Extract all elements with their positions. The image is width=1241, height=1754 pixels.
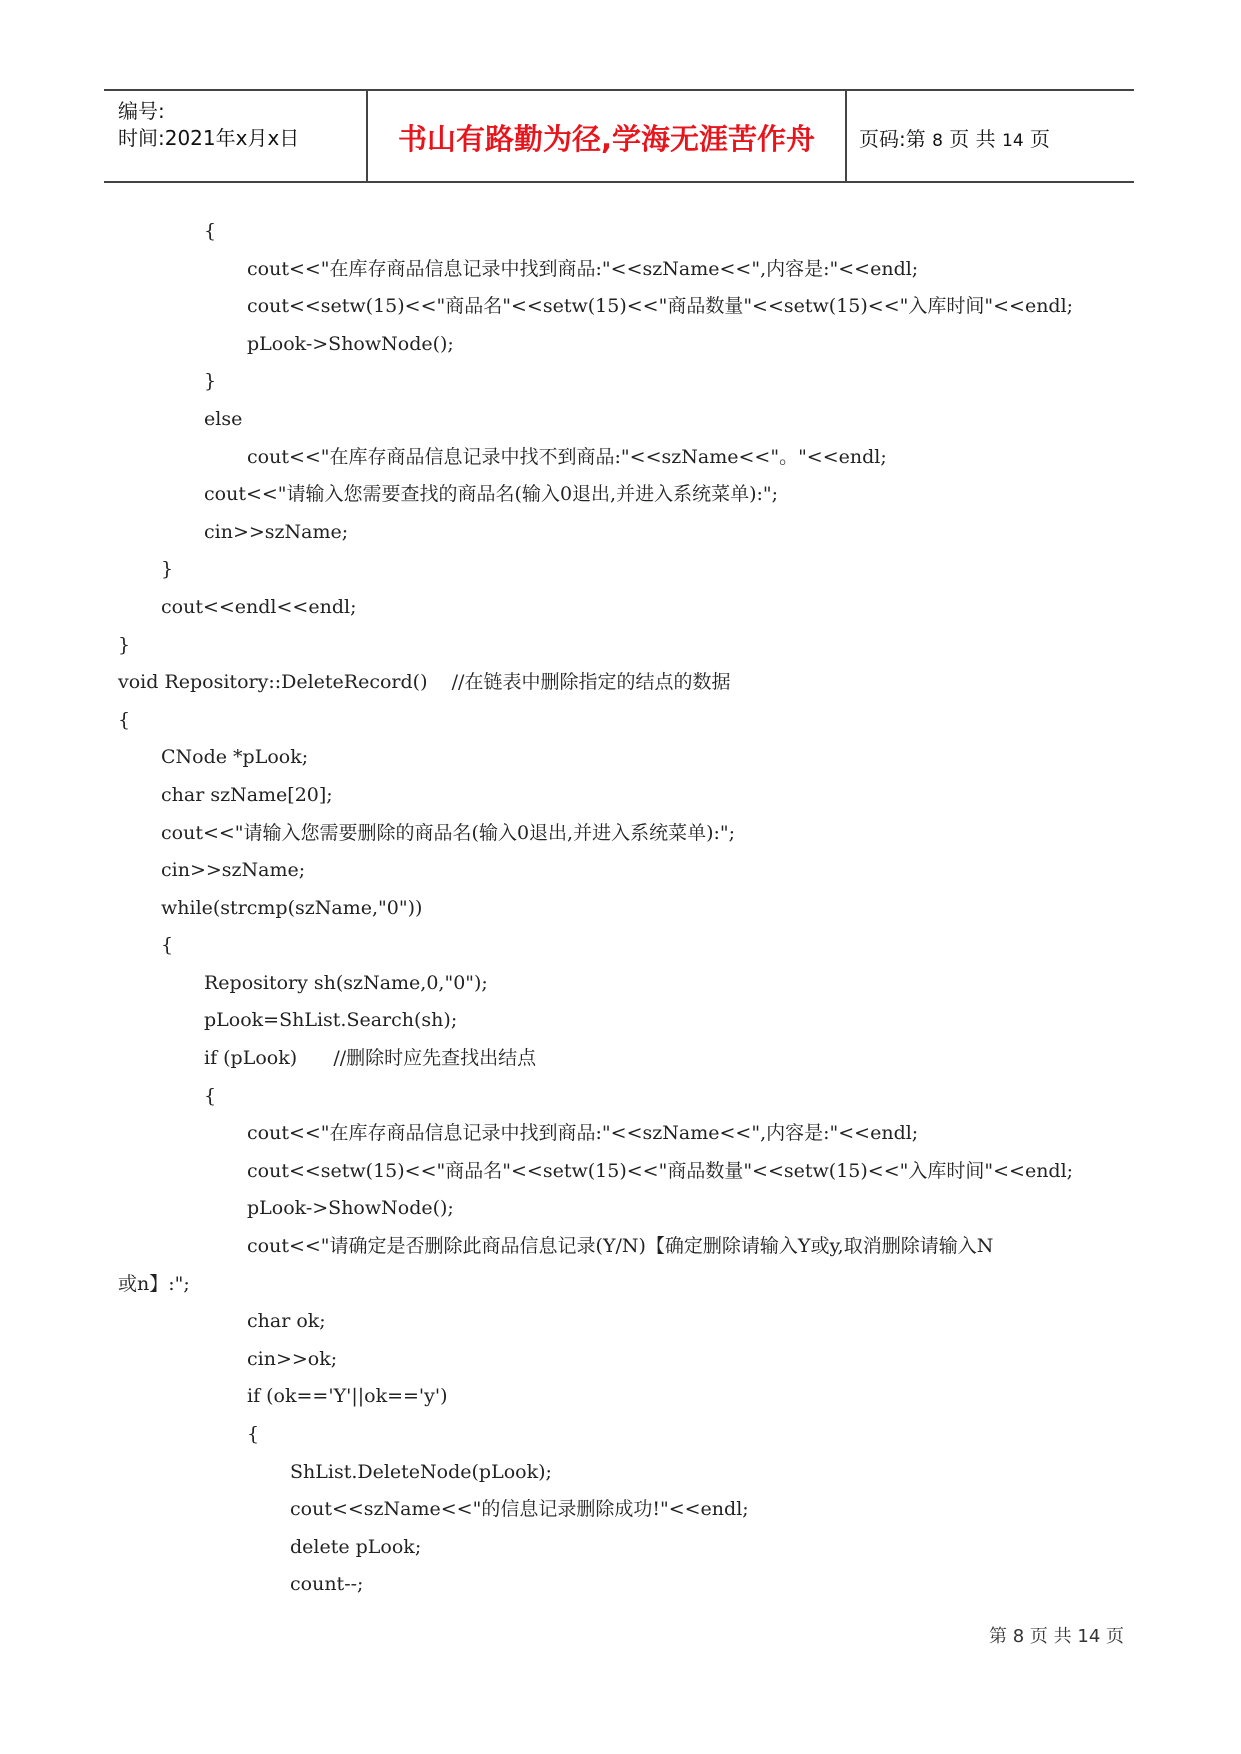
header-motto-cell (366, 91, 847, 181)
code-line: cout<<"在库存商品信息记录中找到商品:"<<szName<<",内容是:"<<endl; (247, 1122, 919, 1145)
code-line: CNode *pLook; (161, 746, 309, 769)
code-listing (118, 213, 1128, 1604)
page-code-prefix: 页码:第 (859, 127, 926, 151)
code-line: ShList.DeleteNode(pLook); (290, 1460, 552, 1483)
code-line: } (204, 370, 217, 393)
page-header (104, 89, 1134, 183)
code-line: cout<<setw(15)<<"商品名"<<setw(15)<<"商品数量"<<setw(15)<<"入库时间"<<endl; (247, 1159, 1074, 1182)
page-code-total: 14 (1002, 131, 1024, 151)
page-code-mid: 页 共 (949, 127, 996, 151)
code-line: cin>>szName; (204, 520, 349, 543)
code-line: pLook=ShList.Search(sh); (204, 1009, 458, 1032)
code-line: cout<<szName<<"的信息记录删除成功!"<<endl; (290, 1498, 749, 1521)
code-line: cout<<"请确定是否删除此商品信息记录(Y/N)【确定删除请输入Y或y,取消删除请输入N (247, 1235, 994, 1258)
code-line: cin>>szName; (161, 859, 306, 882)
code-line: cout<<"在库存商品信息记录中找不到商品:"<<szName<<"。"<<endl; (247, 445, 887, 468)
code-line: while(strcmp(szName,"0")) (161, 896, 423, 919)
code-line: { (247, 1423, 260, 1445)
code-line: } (118, 633, 131, 656)
header-page-cell (847, 91, 1134, 181)
code-line: pLook->ShowNode(); (247, 1197, 454, 1220)
page-code-suffix: 页 (1030, 127, 1051, 151)
code-line: cout<<setw(15)<<"商品名"<<setw(15)<<"商品数量"<<setw(15)<<"入库时间"<<endl; (247, 295, 1074, 318)
header-info-cell (104, 91, 366, 181)
code-line: if (pLook) //删除时应先查找出结点 (204, 1047, 537, 1070)
serial-number-label: 编号: (118, 99, 165, 123)
code-line: cout<<"请输入您需要查找的商品名(输入0退出,并进入系统菜单):"; (204, 483, 779, 506)
code-line: cout<<endl<<endl; (161, 595, 357, 618)
code-line: if (ok=='Y'||ok=='y') (247, 1385, 448, 1408)
code-line: } (161, 558, 174, 581)
code-line: count--; (290, 1573, 364, 1596)
code-line: cout<<"在库存商品信息记录中找到商品:"<<szName<<",内容是:"<<endl; (247, 257, 919, 280)
code-line: else (204, 407, 243, 430)
code-line: { (118, 708, 131, 731)
code-line: 或n】:"; (118, 1272, 190, 1295)
code-line: { (204, 220, 217, 242)
code-line: char szName[20]; (161, 783, 333, 806)
page-code-number: 8 (932, 131, 943, 151)
time-label: 时间:2021年x月x日 (118, 126, 300, 150)
code-line: Repository sh(szName,0,"0"); (204, 971, 488, 994)
page-code (859, 123, 1050, 152)
page-footer: 第 8 页 共 14 页 (989, 1626, 1124, 1647)
code-line: char ok; (247, 1310, 326, 1333)
code-line: void Repository::DeleteRecord() //在链表中删除指定的结点的数据 (118, 671, 731, 694)
code-line: cout<<"请输入您需要删除的商品名(输入0退出,并进入系统菜单):"; (161, 821, 736, 844)
code-line: { (204, 1084, 217, 1107)
motto-text: 书山有路勤为径,学海无涯苦作舟 (397, 122, 816, 156)
code-line: pLook->ShowNode(); (247, 332, 454, 355)
code-line: delete pLook; (290, 1535, 422, 1558)
code-line: cin>>ok; (247, 1347, 338, 1370)
code-line: { (161, 934, 174, 957)
